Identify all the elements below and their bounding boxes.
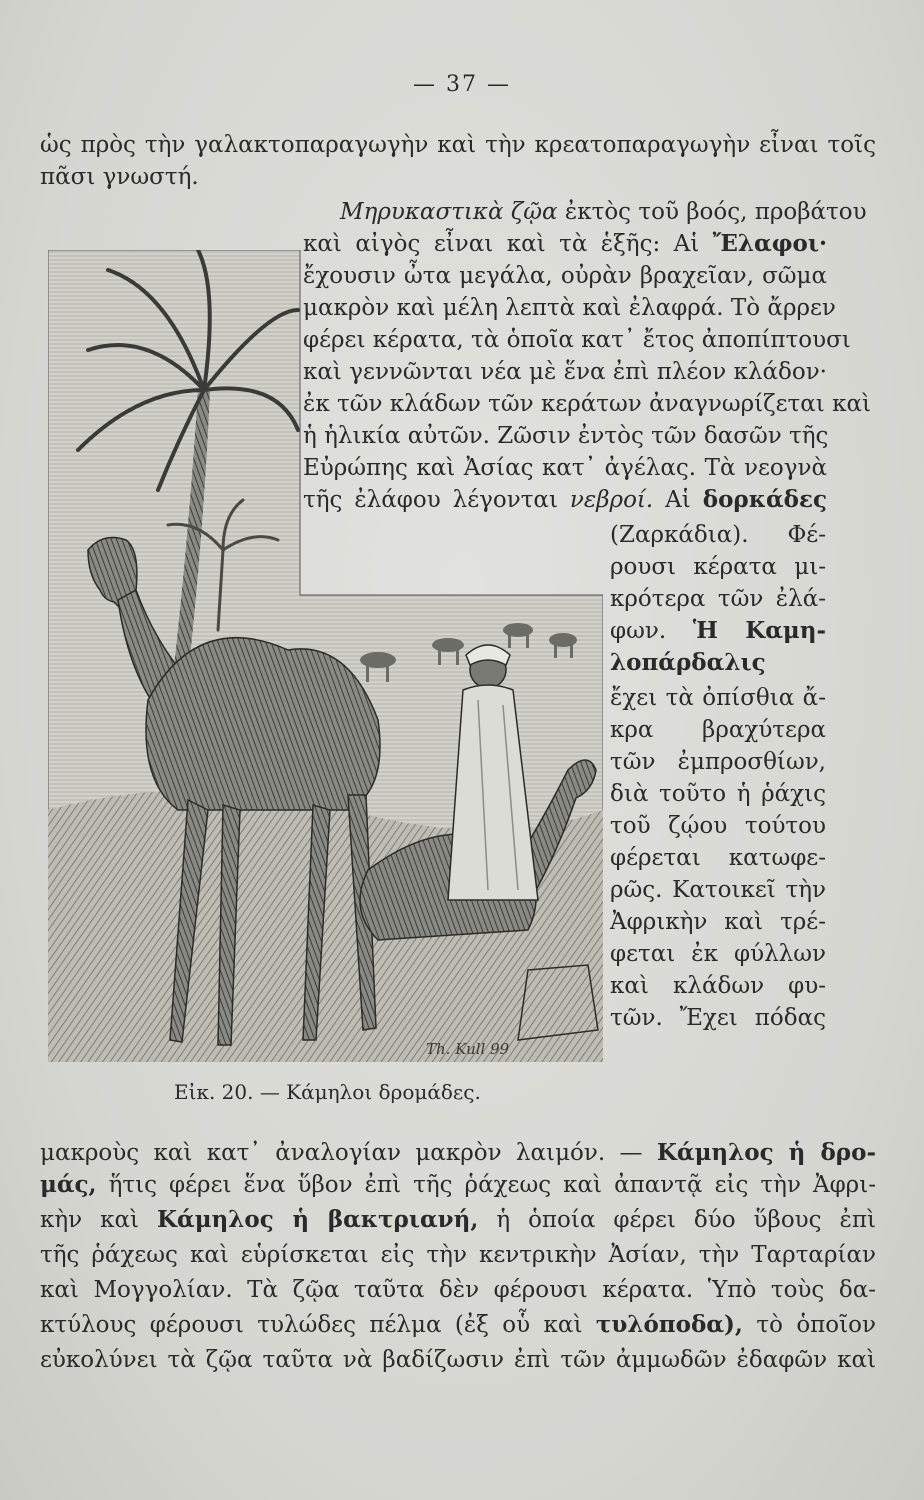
text-line (610, 939, 826, 969)
camel-engraving (48, 250, 603, 1062)
text-run: τῶν ἐμπροσθίων, (610, 749, 826, 775)
text-run: (Ζαρκάδια). Φέ- (610, 522, 826, 548)
text-line (610, 520, 826, 550)
text-run: μακρὸν καὶ μέλη λεπτὰ καὶ ἐλαφρά. Τὸ ἄρρεν (303, 295, 836, 321)
text-line (610, 584, 826, 614)
text-run: ρουσι κέρατα μι- (610, 554, 826, 580)
text-line (610, 683, 826, 713)
text-run: ἡ ὁποία φέρει δύο ὕβους ἐπὶ (478, 1207, 876, 1233)
text-line (610, 843, 826, 873)
bold-term: Ἔλαφοι· (712, 230, 827, 257)
bold-term: τυλόποδα), (595, 1311, 743, 1338)
text-line (40, 1240, 876, 1270)
text-run: κτύλους φέρουσι τυλώδες πέλμα (ἐξ οὗ καὶ (40, 1312, 596, 1338)
text-run: ἔχουσιν ὦτα μεγάλα, οὐρὰν βραχεῖαν, σῶμα (303, 263, 827, 289)
text-run: ἥτις φέρει ἕνα ὕβον ἐπὶ τῆς ῥάχεως καὶ ἀπαντᾷ εἰς τὴν Ἀφρι- (96, 1172, 876, 1198)
bold-term: Ἡ Καμη- (692, 617, 826, 644)
text-run: διὰ τοῦτο ἡ ῥάχις (610, 781, 826, 807)
bold-term: Κάμηλος ἡ δρο- (656, 1139, 876, 1166)
text-line (40, 1310, 876, 1340)
text-run: φεται ἐκ φύλλων (610, 941, 826, 967)
text-line (610, 616, 826, 646)
text-line (340, 197, 867, 227)
text-line (610, 907, 826, 937)
bold-term: μάς, (40, 1171, 97, 1198)
italic-term: Μηρυκαστικὰ ζῷα (340, 199, 558, 225)
text-line (610, 747, 826, 777)
text-run: ἔχει τὰ ὀπίσθια ἄ- (610, 685, 826, 711)
text-run: καὶ αἰγὸς εἶναι καὶ τὰ ἑξῆς: Αἱ (303, 231, 713, 257)
text-run: καὶ Μογγολίαν. Τὰ ζῷα ταῦτα δὲν φέρουσι κέρατα. Ὑπὸ τοὺς δα- (40, 1277, 876, 1303)
text-run: Εὐρώπης καὶ Ἀσίας κατ᾽ ἀγέλας. Τὰ νεογνὰ (303, 455, 827, 481)
text-line (610, 715, 826, 745)
text-run: κρα βραχύτερα (610, 717, 826, 743)
figure-caption: Εἰκ. 20. — Κάμηλοι δρομάδες. (174, 1080, 481, 1104)
text-line (610, 875, 826, 905)
text-run: φέρεται κατωφε- (610, 845, 826, 871)
bold-term: Κάμηλος ἡ βακτριανή, (157, 1206, 479, 1233)
text-run: φέρει κέρατα, τὰ ὁποῖα κατ᾽ ἔτος ἀποπίπτουσι (303, 327, 851, 353)
text-line (40, 1138, 876, 1168)
text-run: ἐκτὸς τοῦ βοός, προβάτου (557, 199, 867, 225)
text-run: μακροὺς καὶ κατ᾽ ἀναλογίαν μακρὸν λαιμόν. — (40, 1140, 657, 1166)
text-line (610, 552, 826, 582)
bold-term: λοπάρδαλις (610, 649, 766, 676)
text-run: εὐκολύνει τὰ ζῷα ταῦτα νὰ βαδίζωσιν ἐπὶ τῶν ἀμμωδῶν ἐδαφῶν καὶ (40, 1347, 876, 1373)
text-line (40, 1275, 876, 1305)
text-run: καὶ κλάδων φυ- (610, 973, 826, 999)
text-run: τὸ ὁποῖον (742, 1312, 876, 1338)
text-line (40, 1345, 876, 1375)
text-line (610, 971, 826, 1001)
text-run: πᾶσι γνωστή. (40, 164, 199, 190)
text-run: τῶν. Ἔχει πόδας (610, 1005, 826, 1031)
text-run: Ἀφρικὴν καὶ τρέ- (610, 909, 826, 935)
page-number: — 37 — (413, 72, 511, 97)
text-run: κὴν καὶ (40, 1207, 158, 1233)
text-line (610, 648, 826, 678)
text-run: τῆς ῥάχεως καὶ εὑρίσκεται εἰς τὴν κεντρικὴν Ἀσίαν, τὴν Ταρταρίαν (40, 1242, 876, 1268)
text-run: ἡ ἡλικία αὐτῶν. Ζῶσιν ἐντὸς τῶν δασῶν τῆς (303, 423, 829, 449)
text-line (40, 130, 876, 160)
italic-term: νεβροί. (569, 487, 654, 513)
text-line (610, 811, 826, 841)
engraver-signature: Th. Kull 99 (426, 1040, 510, 1058)
text-run: Αἱ (653, 487, 703, 513)
text-line (40, 1205, 876, 1235)
text-line (40, 162, 876, 192)
text-run: φων. (610, 618, 693, 644)
text-run: ἐκ τῶν κλάδων τῶν κεράτων ἀναγνωρίζεται καὶ (303, 391, 872, 417)
text-run: καὶ γεννῶνται νέα μὲ ἕνα ἐπὶ πλέον κλάδον· (303, 359, 827, 385)
text-line (40, 1170, 876, 1200)
bold-term: δορκάδες (702, 486, 827, 513)
text-line (610, 1003, 826, 1033)
text-run: ὡς πρὸς τὴν γαλακτοπαραγωγὴν καὶ τὴν κρεατοπαραγωγὴν εἶναι τοῖς (40, 132, 876, 158)
text-line (610, 779, 826, 809)
text-run: τοῦ ζῴου τούτου (610, 813, 826, 839)
text-run: κρότερα τῶν ἐλά- (610, 586, 826, 612)
text-run: ρῶς. Κατοικεῖ τὴν (610, 877, 826, 903)
text-run: τῆς ἐλάφου λέγονται (303, 487, 570, 513)
